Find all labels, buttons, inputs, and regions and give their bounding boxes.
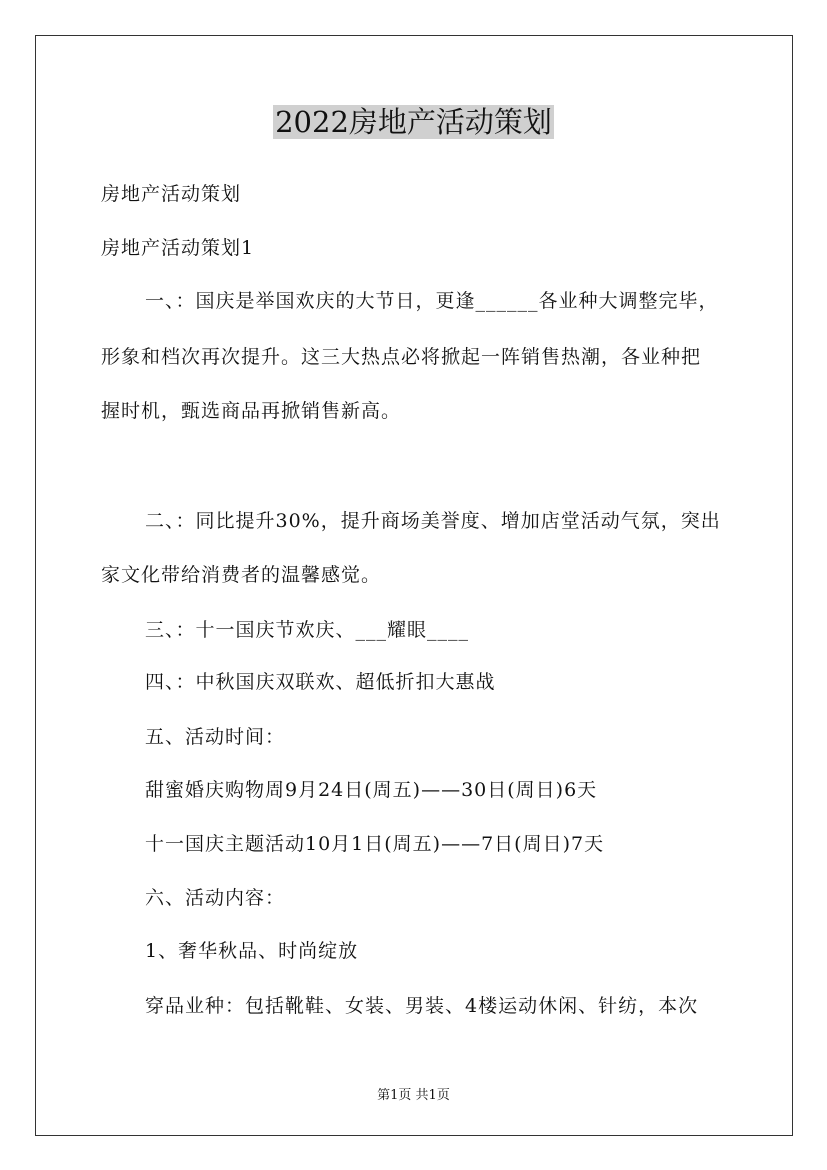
text-line: 形象和档次再次提升。这三大热点必将掀起一阵销售热潮，各业种把: [101, 346, 702, 368]
text-line: 一、：国庆是举国欢庆的大节日，更逢______各业种大调整完毕，: [145, 290, 719, 312]
page-footer: 第1页 共1页: [377, 1088, 450, 1103]
text-line: 三、：十一国庆节欢庆、___耀眼____: [145, 619, 470, 641]
text-line: 1、奢华秋品、时尚绽放: [145, 940, 359, 962]
text-line: 房地产活动策划: [101, 183, 242, 205]
text-line: 穿品业种：包括靴鞋、女装、男装、4楼运动休闲、针纺，本次: [145, 995, 699, 1017]
document-title: [0, 100, 827, 144]
text-line: 十一国庆主题活动10月1日(周五)——7日(周日)7天: [145, 833, 605, 855]
text-line: 房地产活动策划1: [101, 237, 255, 259]
text-line: 六、活动内容：: [145, 887, 286, 909]
text-line: 二、：同比提升30%，提升商场美誉度、增加店堂活动气氛，突出: [145, 510, 721, 532]
text-line: 甜蜜婚庆购物周9月24日(周五)——30日(周日)6天: [145, 779, 598, 801]
text-line: 五、活动时间：: [145, 726, 286, 748]
text-line: 家文化带给消费者的温馨感觉。: [101, 564, 382, 586]
text-line: 握时机，甄选商品再掀销售新高。: [101, 400, 402, 422]
text-line: 四、：中秋国庆双联欢、超低折扣大惠战: [145, 671, 496, 693]
document-title-text: 2022房地产活动策划: [275, 105, 552, 139]
